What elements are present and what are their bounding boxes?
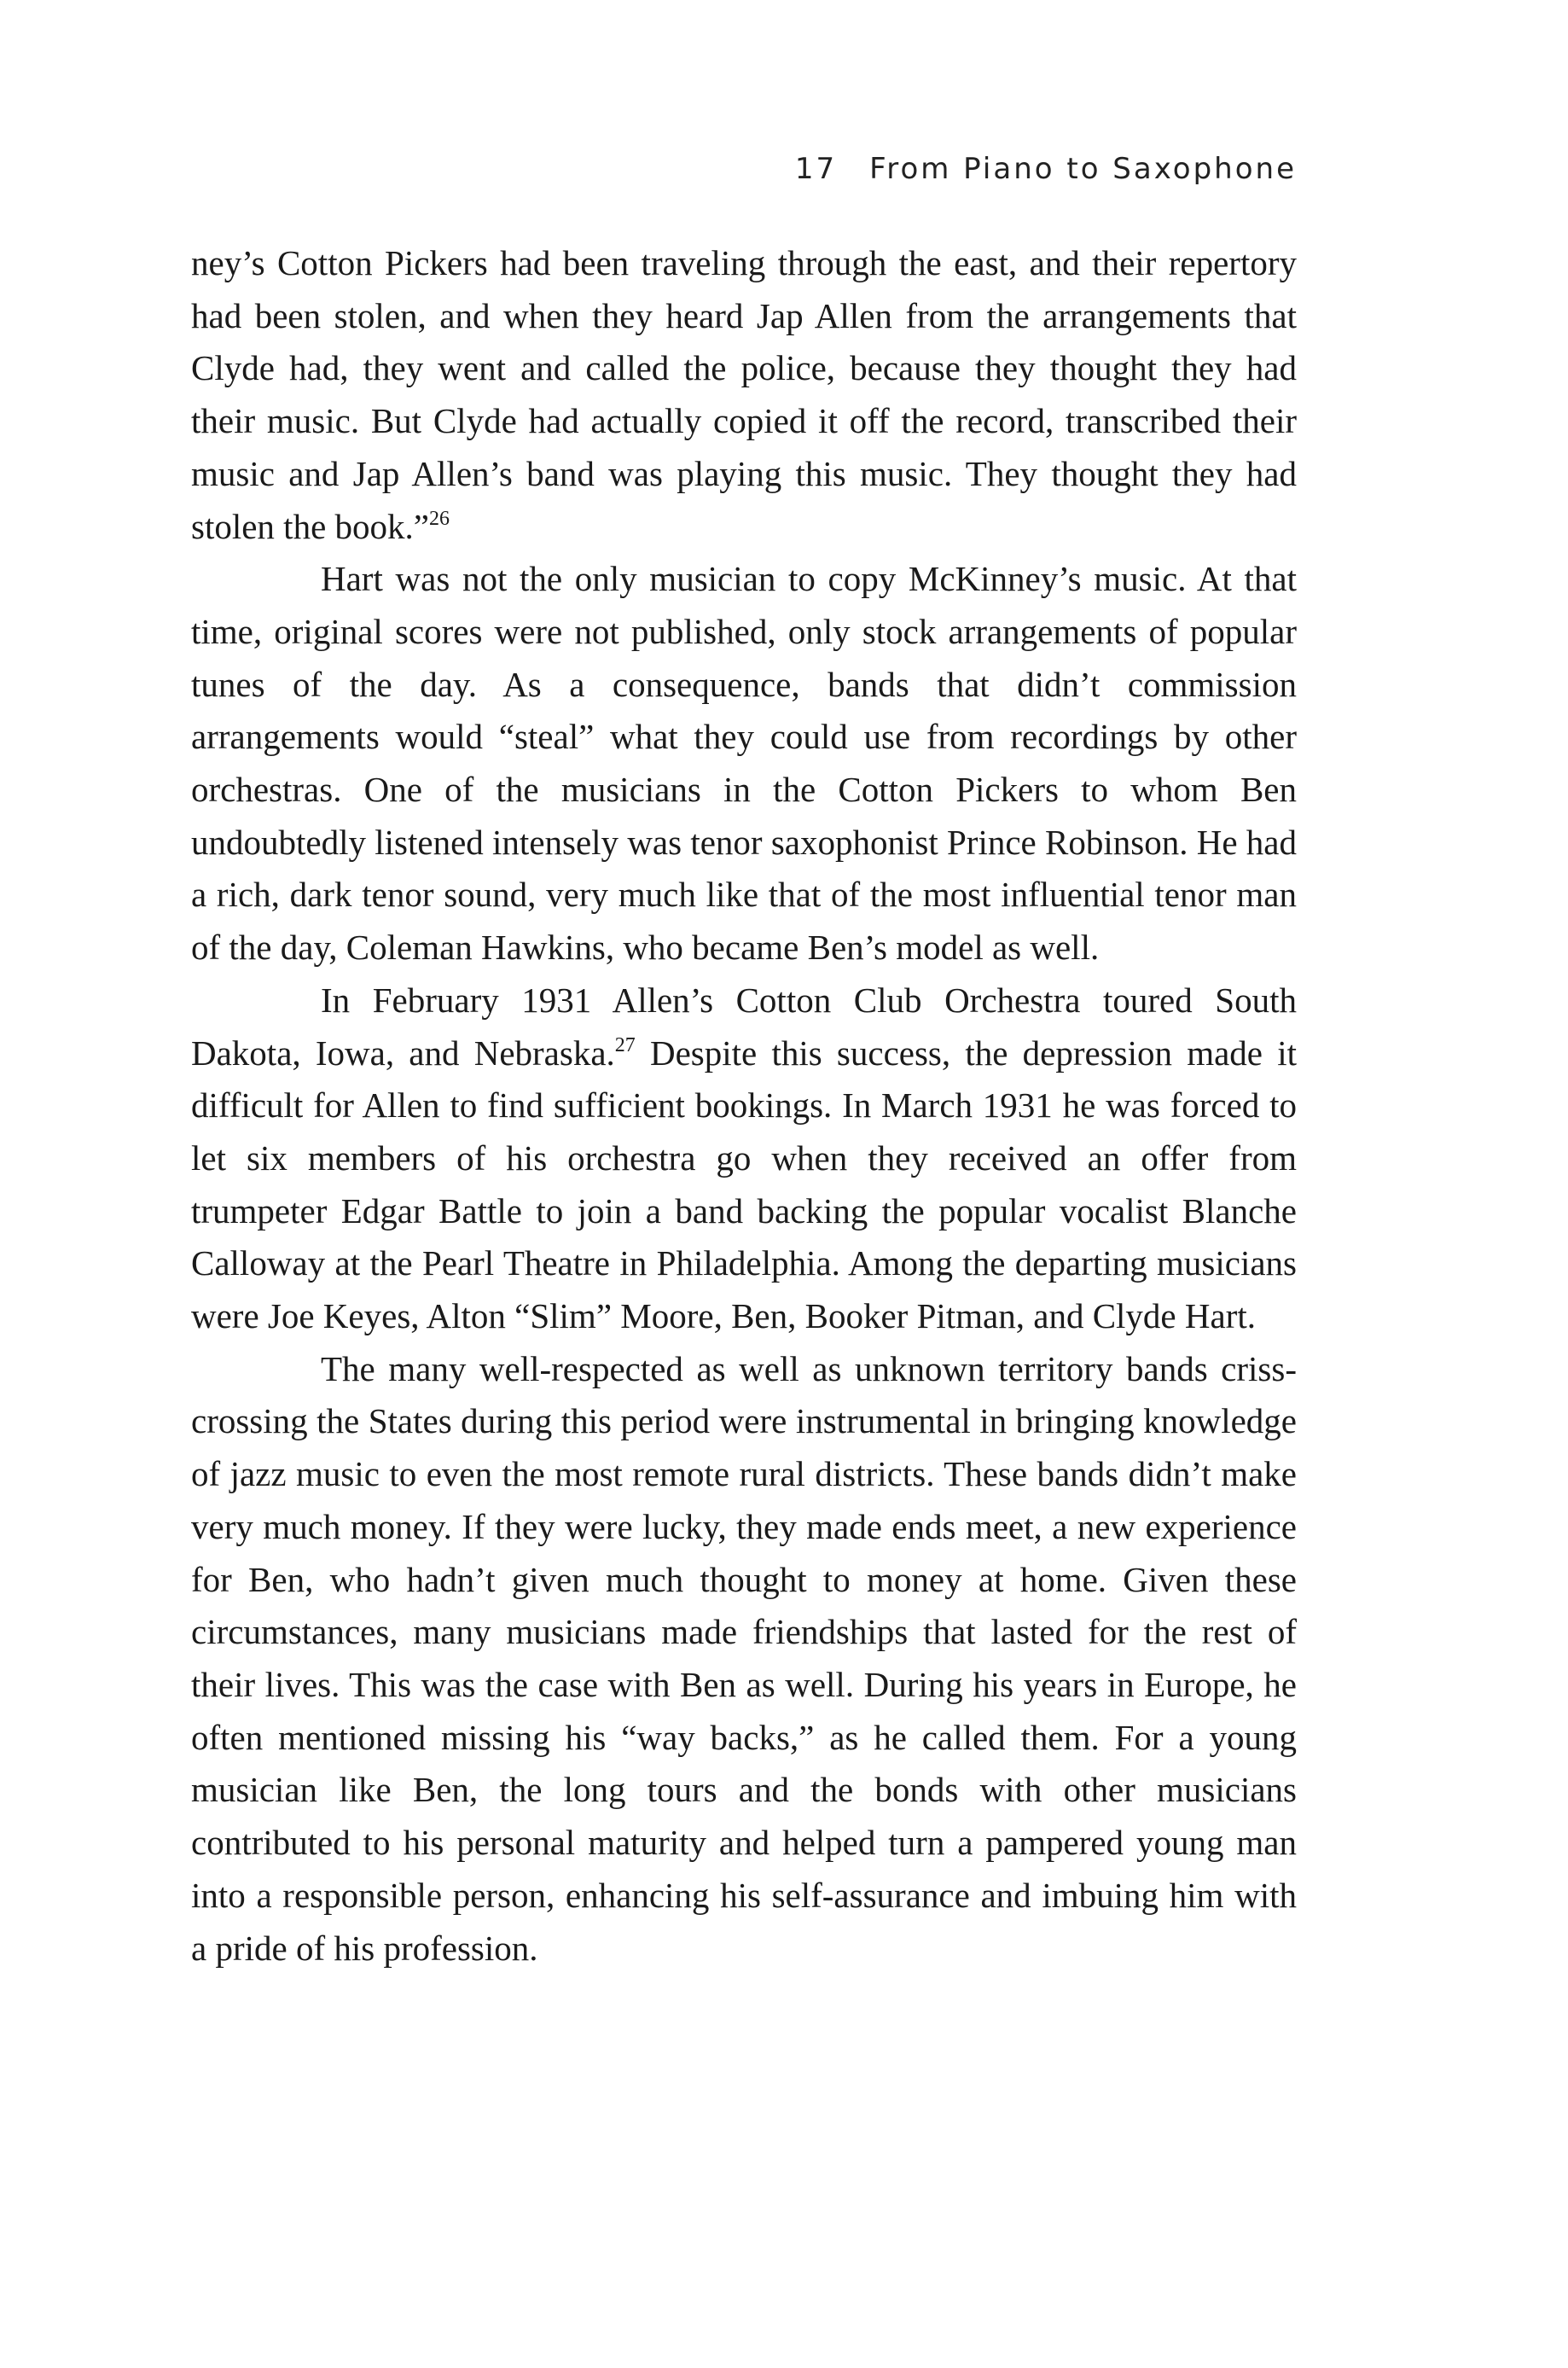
- paragraph-1-text: ney’s Cotton Pickers had been traveling through the east, and their repertory had been stolen, and when they heard Jap Allen from the arrangements that Clyde had, they went and called the police, because they thought they had their music. But Clyde had actually copied it off the record, transcribed their music and Jap Allen’s band was playing this music. They thought they had stolen the book.”: [191, 243, 1297, 546]
- paragraph-4: The many well-respected as well as unknown territory bands criss-crossing the States during this period were instrumental in bringing knowledge of jazz music to even the most remote rural districts. These bands didn’t make very much money. If they were lucky, they made ends meet, a new experience for Ben, who hadn’t given much thought to money at home. Given these circumstances, many musicians made friendships that lasted for the rest of their lives. This was the case with Ben as well. During his years in Europe, he often mentioned missing his “way backs,” as he called them. For a young musician like Ben, the long tours and the bonds with other musicians contributed to his personal maturity and helped turn a pampered young man into a responsible person, enhancing his self-assurance and imbuing him with a pride of his profession.: [191, 1348, 1297, 1968]
- chapter-title: From Piano to Saxophone: [869, 152, 1297, 186]
- body-text: [191, 237, 1297, 1975]
- endnote-ref-26: 26: [428, 507, 450, 530]
- page-number: 17: [794, 152, 838, 186]
- paragraph-3-text-b: Despite this success, the depression made it difficult for Allen to find sufficient bookings. In March 1931 he was forced to let six members of his orchestra go when they received an offer from trumpeter Edgar Battle to join a band backing the popular vocalist Blanche Calloway at the Pearl Theatre in Philadelphia. Among the departing musicians were Joe Keyes, Alton “Slim” Moore, Ben, Booker Pitman, and Clyde Hart.: [191, 1033, 1298, 1336]
- running-head: [795, 152, 1297, 186]
- paragraph-3-text-a: In February 1931 Allen’s Cotton Club Orchestra toured South Dakota, Iowa, and Nebraska.: [191, 980, 1297, 1073]
- paragraph-1: [191, 237, 1297, 553]
- endnote-ref-27: 27: [614, 1033, 636, 1056]
- paragraph-2: Hart was not the only musician to copy McKinney’s music. At that time, original scores were not published, only stock arrangements of popular tunes of the day. As a consequence, bands that didn’t commission arrangements would “steal” what they could use from recordings by other orchestras. One of the musicians in the Cotton Pickers to whom Ben undoubtedly listened intensely was tenor saxophonist Prince Robinson. He had a rich, dark tenor sound, very much like that of the most influential tenor man of the day, Coleman Hawkins, who became Ben’s model as well.: [191, 559, 1297, 968]
- paragraph-3: [191, 975, 1297, 1343]
